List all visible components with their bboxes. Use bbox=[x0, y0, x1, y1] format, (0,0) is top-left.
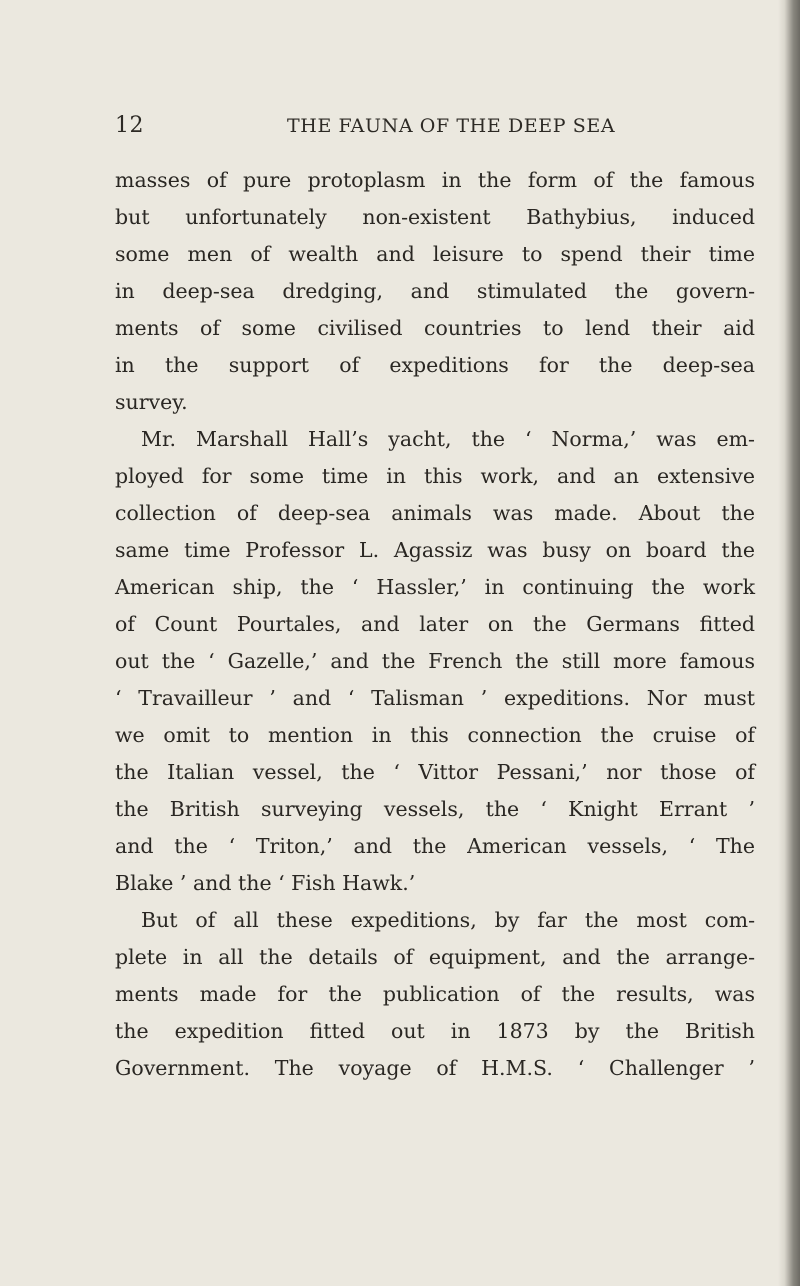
text-line: in deep-sea dredging, and stimulated the govern- bbox=[115, 279, 755, 303]
text-line: ments made for the publication of the results, was bbox=[115, 982, 755, 1006]
text-line: Government. The voyage of H.M.S. ‘ Challenger ’ bbox=[115, 1056, 755, 1080]
running-head bbox=[115, 113, 755, 143]
text-line: ‘ Travailleur ’ and ‘ Talisman ’ expeditions. Nor must bbox=[115, 686, 755, 710]
body-text bbox=[115, 162, 755, 1087]
text-line: the Italian vessel, the ‘ Vittor Pessani,’ nor those of bbox=[115, 760, 755, 784]
text-line: masses of pure protoplasm in the form of the famous bbox=[115, 168, 755, 192]
text-line: out the ‘ Gazelle,’ and the French the still more famous bbox=[115, 649, 755, 673]
text-line: the British surveying vessels, the ‘ Knight Errant ’ bbox=[115, 797, 755, 821]
text-line: survey. bbox=[115, 390, 188, 414]
text-line: we omit to mention in this connection the cruise of bbox=[115, 723, 755, 747]
text-line: ments of some civilised countries to lend their aid bbox=[115, 316, 755, 340]
text-line: collection of deep-sea animals was made. About the bbox=[115, 501, 755, 525]
text-line: American ship, the ‘ Hassler,’ in continuing the work bbox=[115, 575, 755, 599]
text-line: but unfortunately non-existent Bathybius, induced bbox=[115, 205, 755, 229]
text-line: the expedition fitted out in 1873 by the British bbox=[115, 1019, 755, 1043]
text-line: Mr. Marshall Hall’s yacht, the ‘ Norma,’ was em- bbox=[141, 427, 755, 451]
text-line: some men of wealth and leisure to spend their time bbox=[115, 242, 755, 266]
page-edge-shadow bbox=[778, 0, 800, 1286]
text-line: same time Professor L. Agassiz was busy on board the bbox=[115, 538, 755, 562]
text-line: and the ‘ Triton,’ and the American vessels, ‘ The bbox=[115, 834, 755, 858]
page-number: 12 bbox=[115, 113, 144, 138]
text-line: Blake ’ and the ‘ Fish Hawk.’ bbox=[115, 871, 416, 895]
text-line: ployed for some time in this work, and an extensive bbox=[115, 464, 755, 488]
text-line: in the support of expeditions for the deep-sea bbox=[115, 353, 755, 377]
text-line: of Count Pourtales, and later on the Germans fitted bbox=[115, 612, 755, 636]
text-line: plete in all the details of equipment, and the arrange- bbox=[115, 945, 755, 969]
running-title: THE FAUNA OF THE DEEP SEA bbox=[287, 115, 616, 137]
text-line: But of all these expeditions, by far the most com- bbox=[141, 908, 755, 932]
